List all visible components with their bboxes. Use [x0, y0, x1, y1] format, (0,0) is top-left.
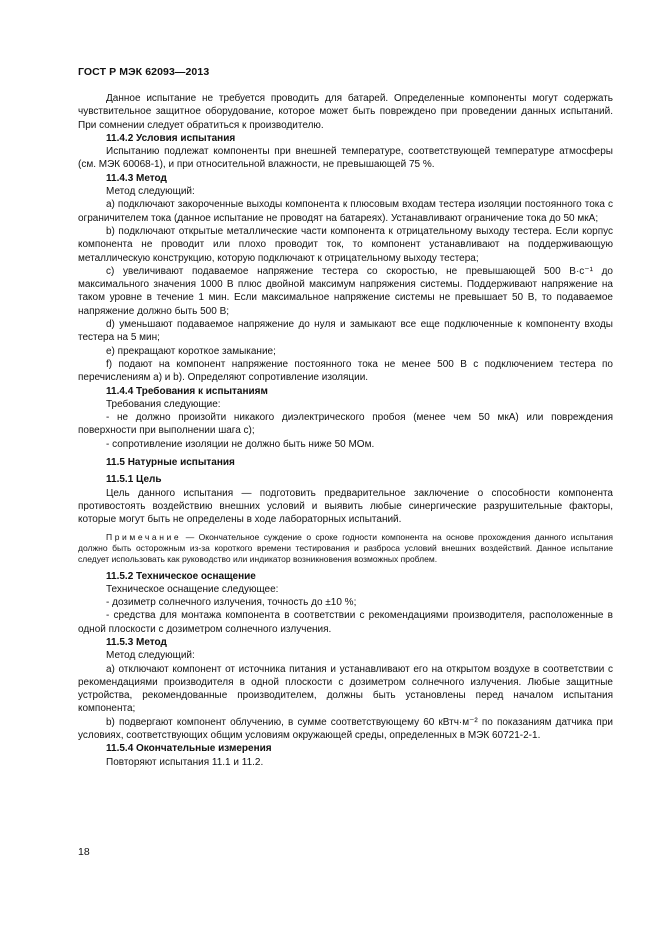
section-heading: 11.5.1 Цель: [106, 474, 162, 486]
body-paragraph: Требования следующие:: [106, 398, 221, 410]
body-paragraph: - сопротивление изоляции не должно быть ниже 50 МОм.: [106, 438, 375, 450]
section-heading: 11.5.3 Метод: [106, 636, 167, 648]
body-paragraph: Метод следующий:: [106, 650, 195, 662]
body-paragraph: b) подвергают компонент облучению, в сумме соответствующему 60 кВтч·м⁻² по показаниям датчика при условиях, соответствующих общим условиям окружающей среды, определенных в МЭК 60721-2-1.: [78, 716, 613, 742]
body-paragraph: Испытанию подлежат компоненты при внешней температуре, соответствующей температуре атмосферы (см. МЭК 60068-1), и при относительной влажности, не превышающей 75 %.: [78, 146, 613, 171]
section-heading: 11.5.4 Окончательные измерения: [106, 743, 272, 755]
section-heading: 11.4.2 Условия испытания: [106, 132, 236, 144]
section-heading: 11.4.4 Требования к испытаниям: [106, 385, 268, 397]
body-paragraph: b) подключают открытые металлические части компонента к отрицательному выходу тестера. Если корпус компонента не проводит или плохо проводит ток, то компонент устанавливают на поддерживающую металлическую конструкцию, которую подключают к отрицательному выходу тестера;: [78, 225, 613, 264]
document-body: [78, 92, 613, 769]
section-heading: 11.4.3 Метод: [106, 172, 167, 184]
page-number: 18: [78, 846, 90, 858]
body-paragraph: - не должно произойти никакого диэлектрического пробоя (менее чем 50 мкА) или повреждения поверхности при выполнении шага c);: [78, 412, 613, 437]
body-paragraph: Цель данного испытания — подготовить предварительное заключение о способности компонента противостоять воздействию внешних условий и выявить любые синергические разрушительные факторы, которые могут быть не определены в ходе лабораторных испытаний.: [78, 487, 613, 526]
body-paragraph: e) прекращают короткое замыкание;: [106, 345, 276, 357]
body-paragraph: Повторяют испытания 11.1 и 11.2.: [106, 756, 264, 768]
note-text: — Окончательное суждение о сроке годности компонента на основе прохождения данного испытания должно быть осторожным из-за короткого времени тестирования и разброса условий внешних воздействий. Данное испытание следует использовать как руководство или индикатор возникновения возможных проблем.: [78, 531, 613, 564]
section-heading: 11.5 Натурные испытания: [106, 457, 235, 469]
body-paragraph: Метод следующий:: [106, 186, 195, 198]
body-paragraph: f) подают на компонент напряжение постоянного тока не менее 500 В с подключением тестера по перечислениям a) и b). Определяют сопротивление изоляции.: [78, 358, 613, 384]
body-paragraph: a) подключают закороченные выходы компонента к плюсовым входам тестера изоляции постоянного тока с ограничителем тока (данное испытание не проводят на батареях). Устанавливают ограничение тока до 50 мкА;: [78, 199, 613, 224]
body-paragraph: - дозиметр солнечного излучения, точность до ±10 %;: [106, 597, 357, 609]
body-paragraph: c) увеличивают подаваемое напряжение тестера со скоростью, не превышающей 500 В·с⁻¹ до максимального значения 1000 В плюс двойной максимум напряжения системы. Поддерживают напряжение на таком уровне в течение 1 мин. Если максимальное напряжение системы не превышает 50 В, то подаваемое напряжение должно быть 500 В;: [78, 265, 613, 317]
section-heading: 11.5.2 Техническое оснащение: [106, 570, 256, 582]
note-paragraph: [78, 532, 613, 565]
body-paragraph: d) уменьшают подаваемое напряжение до нуля и замыкают все еще подключенные к компоненту входы тестера на 5 мин;: [78, 319, 613, 344]
body-paragraph: - средства для монтажа компонента в соответствии с рекомендациями производителя, расположенные в одной плоскости с дозиметром солнечного излучения.: [78, 610, 613, 635]
document-header: ГОСТ Р МЭК 62093—2013: [78, 66, 210, 78]
body-paragraph: Техническое оснащение следующее:: [106, 583, 279, 595]
note-label: Примечание: [106, 531, 182, 542]
body-paragraph: Данное испытание не требуется проводить для батарей. Определенные компоненты могут содержать чувствительное защитное оборудование, которое может быть повреждено при проведении данных испытаний. При сомнении следует обратиться к производителю.: [78, 93, 613, 131]
body-paragraph: a) отключают компонент от источника питания и устанавливают его на открытом воздухе в соответствии с рекомендациями производителя в одной плоскости с дозиметром солнечного излучения. Любые защитные устройства, рекомендованные производителем, должны быть установлены перед началом испытания компонента;: [78, 663, 613, 715]
